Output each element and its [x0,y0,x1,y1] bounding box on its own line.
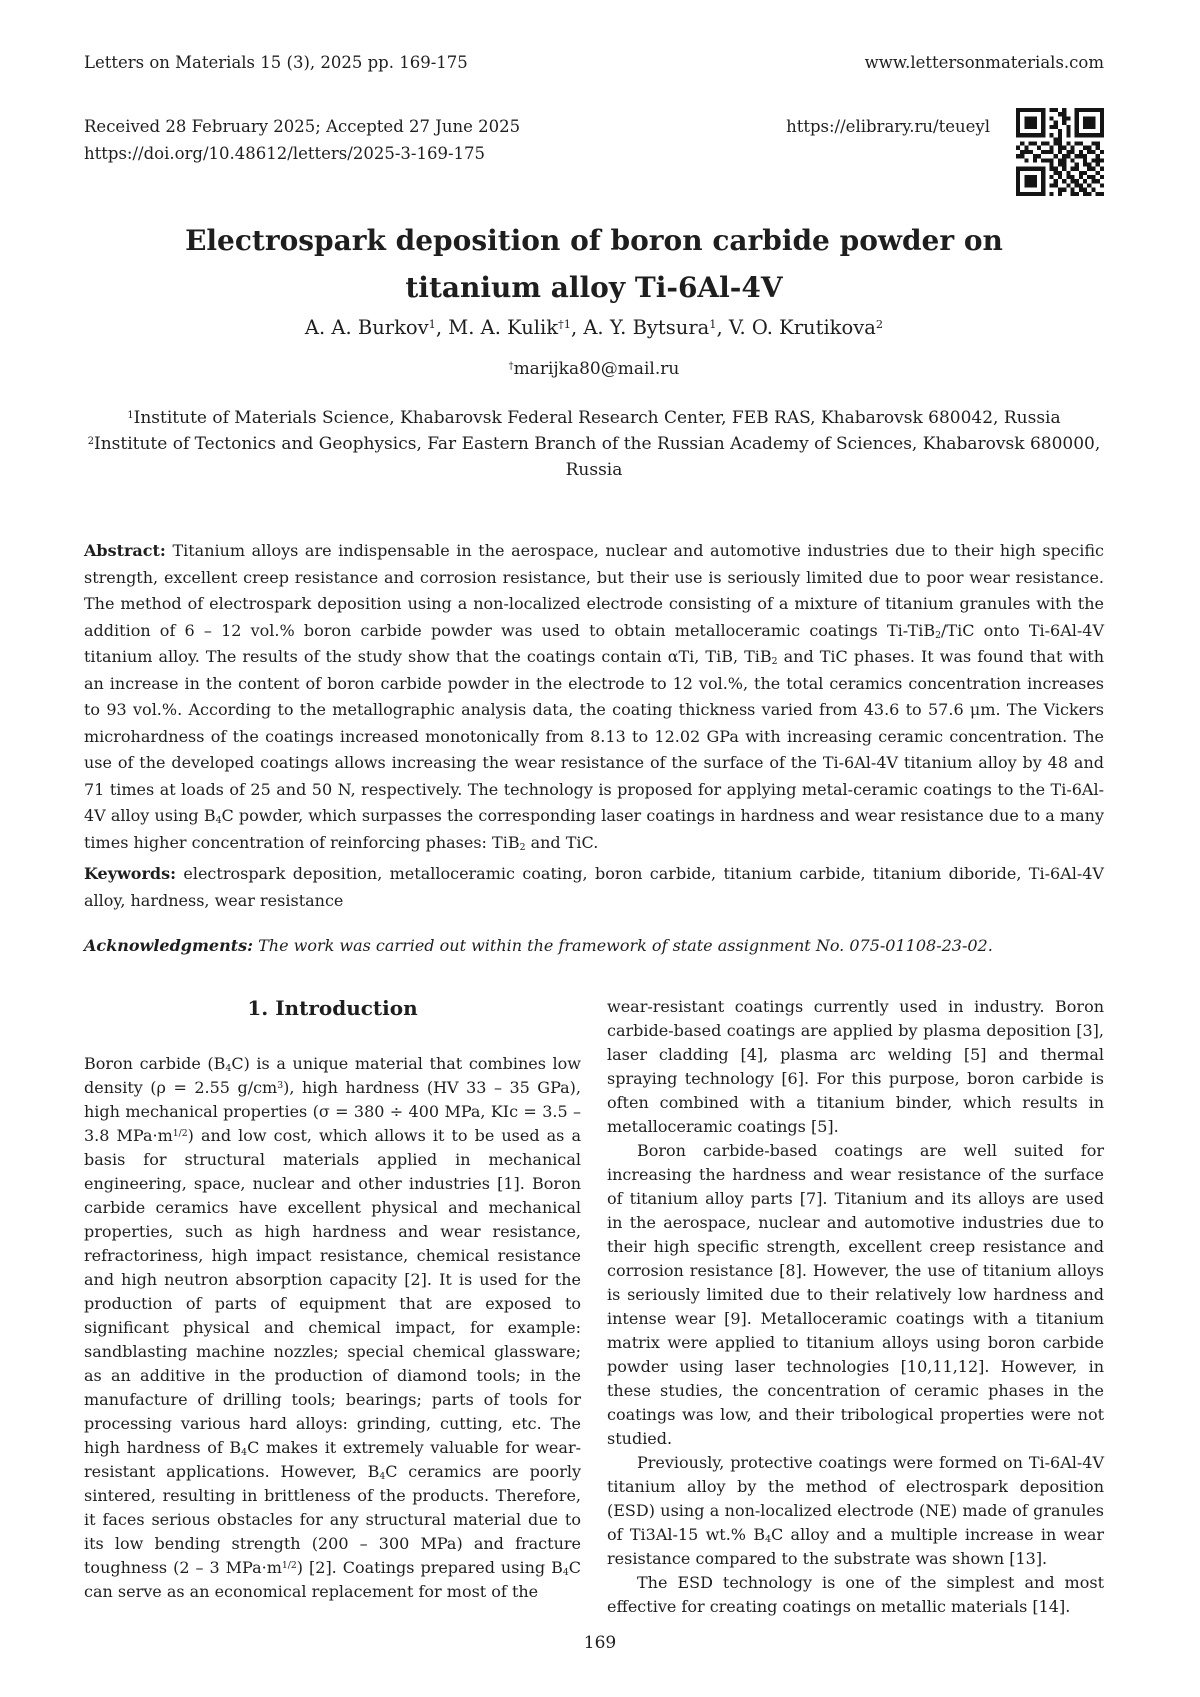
doi-link[interactable]: https://doi.org/10.48612/letters/2025-3-169-175 [84,144,486,163]
journal-reference: Letters on Materials 15 (3), 2025 pp. 169-175 [84,53,468,72]
meta-row [84,113,1104,196]
journal-website-link[interactable]: www.lettersonmaterials.com [864,53,1104,72]
abstract-paragraph [84,538,1104,856]
paragraph: Boron carbide $(B_4C)$ is a unique material that combines low density (ρ = 2.55 $g/cm^3$), high hardness (HV 33 – 35 GPa), high mechanical properties (σ = 380 ÷ 400 MPa, KIc = 3.5 – 3.8 $MPa\cdot m^{1/2}$) and low cost, which allows it to be used as a basis for structural materials applied in mechanical engineering, space, nuclear and other industries [1]. Boron carbide ceramics have excellent physical and mechanical properties, such as high hardness and wear resistance, refractoriness, high impact resistance, chemical resistance and high neutron absorption capacity [2]. It is used for the production of parts of equipment that are exposed to significant physical and chemical impact, for example: sandblasting machine nozzles; special chemical glassware; as an additive in the production of diamond tools; in the manufacture of drilling tools; bearings; parts of tools for processing various hard alloys: grinding, cutting, etc. The high hardness of $B_4C$ makes it extremely valuable for wear-resistant applications. However, $B_4C$ ceramics are poorly sintered, resulting in brittleness of the products. Therefore, it faces serious obstacles for any structural material due to its low bending strength (200 – 300 MPa) and fracture toughness (2 – 3 $MPa\cdot m^{1/2}$) [2]. Coatings prepared using $B_4C$ can serve as an economical replacement for most of the [84,1054,582,1601]
affiliation-2: $^2$Institute of Tectonics and Geophysics, Far Eastern Branch of the Russian Academy of Sciences, Khabarovsk 680000, Russia [87,434,1101,480]
email-link[interactable]: †marijka80@mail.ru [508,359,680,379]
affiliation-1: $^1$Institute of Materials Science, Khabarovsk Federal Research Center, FEB RAS, Khabarovsk 680042, Russia [127,408,1061,428]
meta-left-block [84,113,520,196]
paragraph: Boron carbide-based coatings are well suited for increasing the hardness and wear resistance of the surface of titanium alloy parts [7]. Titanium and its alloys are used in the aerospace, nuclear and automotive industries due to their high specific strength, excellent creep resistance and corrosion resistance [8]. However, the use of titanium alloys is seriously limited due to their relatively low hardness and intense wear [9]. Metalloceramic coatings with a titanium matrix were applied to titanium alloys using boron carbide powder using laser technologies [10,11,12]. However, in these studies, the concentration of ceramic phases in the coatings was low, and their tribological properties were not studied. [607,1141,1104,1448]
page-header [84,52,1104,73]
acknowledgments-label: Acknowledgments: [84,936,253,955]
right-column [607,995,1104,1619]
affiliations-block [84,405,1104,483]
acknowledgments-paragraph [84,932,1104,959]
keywords-text: electrospark deposition, metalloceramic coating, boron carbide, titanium carbide, titanium diboride, Ti-6Al-4V alloy, hardness, wear resistance [84,864,1104,910]
paragraph: The ESD technology is one of the simplest and most effective for creating coatings on metallic materials [14]. [607,1573,1104,1616]
keywords-label: Keywords: [84,864,177,883]
paragraph: Previously, protective coatings were formed on Ti-6Al-4V titanium alloy by the method of electrospark deposition (ESD) using a non-localized electrode (NE) made of granules of Ti3Al-15 wt.% $B_4C$ alloy and a multiple increase in wear resistance compared to the substrate was shown [13]. [607,1453,1105,1568]
acknowledgments-text: The work was carried out within the framework of state assignment No. 075-01108-23-02. [258,936,993,955]
keywords-paragraph [84,860,1104,914]
elibrary-link[interactable]: https://elibrary.ru/teueyl [786,117,990,136]
abstract-text: Titanium alloys are indispensable in the aerospace, nuclear and automotive industries due to their high specific strength, excellent creep resistance and corrosion resistance, but their use is seriously limited due to poor wear resistance. The method of electrospark deposition using a non-localized electrode consisting of a mixture of titanium granules with the addition of 6 – 12 vol.% boron carbide powder was used to obtain metalloceramic coatings Ti-TiB$_2$/TiC onto Ti-6Al-4V titanium alloy. The results of the study show that the coatings contain αTi, TiB, TiB$_2$ and TiC phases. It was found that with an increase in the content of boron carbide powder in the electrode to 12 vol.%, the total ceramics concentration increases to 93 vol.%. According to the metallographic analysis data, the coating thickness varied from 43.6 to 57.6 μm. The Vickers microhardness of the coatings increased monotonically from 8.13 to 12.02 GPa with increasing ceramic concentration. The use of the developed coatings allows increasing the wear resistance of the surface of the Ti-6Al-4V titanium alloy by 48 and 71 times at loads of 25 and 50 N, respectively. The technology is proposed for applying metal-ceramic coatings to the Ti-6Al-4V alloy using $B_4C$ powder, which surpasses the corresponding laser coatings in hardness and wear resistance due to a many times higher concentration of reinforcing phases: TiB$_2$ and TiC. [84,541,1105,853]
paper-title-line1: Electrospark deposition of boron carbide powder on [185,224,1003,257]
received-accepted-line: Received 28 February 2025; Accepted 27 June 2025 [84,117,521,136]
section-heading-introduction: 1. Introduction [247,996,418,1020]
authors-line: A. A. Burkov$^1$, M. A. Kulik$^{\dagger 1}$, A. Y. Bytsura$^1$, V. O. Krutikova$^2$ [304,316,884,339]
qr-code [1016,108,1104,196]
meta-right-block [786,113,1104,196]
paragraph: wear-resistant coatings currently used in industry. Boron carbide-based coatings are applied by plasma deposition [3], laser cladding [4], plasma arc welding [5] and thermal spraying technology [6]. For this purpose, boron carbide is often combined with a titanium binder, which results in metalloceramic coatings [5]. [607,997,1104,1136]
paper-title-line2: titanium alloy Ti-6Al-4V [405,271,783,304]
abstract-label: Abstract: [84,541,166,560]
left-column [84,995,581,1619]
two-column-body [84,995,1104,1619]
page-number: 169 [583,1633,617,1653]
paper-title [84,217,1104,311]
